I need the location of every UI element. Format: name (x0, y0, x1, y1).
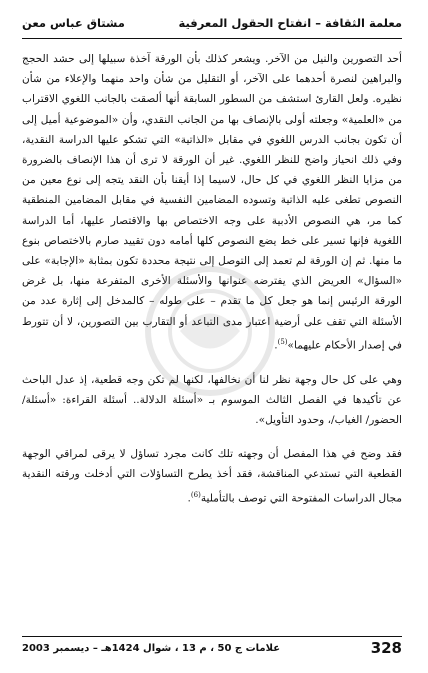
paragraph-3-text: فقد وضح في هذا المفصل أن وجهته تلك كانت مجرد تساؤل لا يرقى لمراقي الوجهة القطعية التي تستدعي المناقشة، فقد أخذ يطرح التساؤلات التي أدخلت ورقته النقدية مجال الدراسات المفتوحة التي توصف بالتأملية (22, 448, 402, 505)
journal-title: معلمة الثقافة – انفتاح الحقول المعرفية (178, 16, 402, 30)
page-footer (22, 636, 402, 659)
paragraph-3: فقد وضح في هذا المفصل أن وجهته تلك كانت مجرد تساؤل لا يرقى لمراقي الوجهة القطعية التي تستدعي المناقشة، فقد أخذ يطرح التساؤلات التي أدخلت ورقته النقدية مجال الدراسات المفتوحة التي توصف بالتأملية$^{(6)}$. (22, 448, 402, 505)
footnote-ref-6: (6) (190, 490, 201, 499)
footnote-ref-5: (5) (277, 337, 288, 346)
page-number: 328 (370, 639, 402, 657)
paragraph-1: أحد التصورين والنيل من الآخر. ويشعر كذلك بأن الورقة آخذة سبيلها إلى حشد الحجج والبراهين لنصرة أحدهما على الآخر، أو التقليل من شأن واحد منهما والإعلاء من شأن نظيره. ولعل القارئ استشف من السطور السابقة أنها ألصقت بالجانب اللغوي الاقتراب من «العلمية» وجعلته أولى بالإنصاف بها من الجانب النقدي، وأن «الموضوعية أميل إلى أن تكون بجانب الدرس اللغوي في مقابل «الذاتية» التي تشكو عليها الدراسة النقدية، وفي ذلك انحياز واضح للنظر اللغوي. غير أن الورقة لا ترى أن هذا الإنصاف بالضرورة من مزايا النظر اللغوي في كل حال، لاسيما إذا أيقنا بأن النقد يتجه إلى نوع معين من النصوص تطغى عليه الذاتية وتسوده المضامين النفسية في مقابل المضامين المنطقية كما مر، هي النصوص الأدبية على وجه الاختصاص بها والاقتصار عليها، أما الدراسة اللغوية فإنها تسير على خط يضع النصوص كلها أمامه دون تقييد صارم بالاختصاص بنوع ما منها. ثم إن الورقة لم تعمد إلى التوصل إلى نتيجة محددة تكون بمثابة «الإجابة» على «السؤال» العريض الذي يفترضه عنوانها والأسئلة الأخرى المتفرعة منها، بل غرض الورقة الرئيس إنما هو جعل كل ما تقدم – على طوله – كالمدخل إلى إثارة عدد من الأسئلة التي تقف على أرضية اعتبار مدى التباعد أو التقارب بين التصورين، لا أن تتورط في إصدار الأحكام عليهما»$^{(5)}$. (22, 53, 402, 352)
document-page (0, 8, 428, 673)
issue-info: علامات ج 50 ، م 13 ، شوال 1424هـ – ديسمبر 2003 (22, 642, 281, 654)
author-name: مشتاق عباس معن (22, 16, 125, 30)
running-header (22, 8, 402, 39)
article-body (22, 49, 402, 508)
paragraph-1-text: أحد التصورين والنيل من الآخر. ويشعر كذلك بأن الورقة آخذة سبيلها إلى حشد الحجج والبراهين لنصرة أحدهما على الآخر، أو التقليل من شأن واحد منهما والإعلاء من شأن نظيره. ولعل القارئ استشف من السطور السابقة أنها ألصقت بالجانب اللغوي الاقتراب من «العلمية» وجعلته أولى بالإنصاف بها من الجانب النقدي، وأن «الموضوعية أميل إلى أن تكون بجانب الدرس اللغوي في مقابل «الذاتية» التي تشكو عليها الدراسة النقدية، وفي ذلك انحياز واضح للنظر اللغوي. غير أن الورقة لا ترى أن هذا الإنصاف بالضرورة من مزايا النظر اللغوي في كل حال، لاسيما إذا أيقنا بأن النقد يتجه إلى نوع معين من النصوص تطغى عليه الذاتية وتسوده المضامين النفسية في مقابل المضامين المنطقية كما مر، هي النصوص الأدبية على وجه الاختصاص بها والاقتصار عليها، أما الدراسة اللغوية فإنها تسير على خط يضع النصوص كلها أمامه دون تقييد صارم بالاختصاص بنوع ما منها. ثم إن الورقة لم تعمد إلى التوصل إلى نتيجة محددة تكون بمثابة «الإجابة» على «السؤال» العريض الذي يفترضه عنوانها والأسئلة الأخرى المتفرعة منها، بل غرض الورقة الرئيس إنما هو جعل كل ما تقدم – على طوله – كالمدخل إلى إثارة عدد من الأسئلة التي تقف على أرضية اعتبار مدى التباعد أو التقارب بين التصورين، لا أن تتورط في إصدار الأحكام عليهما» (22, 53, 402, 352)
paragraph-2: وهي على كل حال وجهة نظر لنا أن نخالفها، لكنها لم تكن وجه قطعية، إذ عدل الباحث عن تأكيدها في الفصل الثالث الموسوم بـ «أسئلة الدلالة.. أسئلة القراءة: «أسئلة/ الحضور/ الغياب/، وحدود التأويل». (22, 373, 402, 426)
